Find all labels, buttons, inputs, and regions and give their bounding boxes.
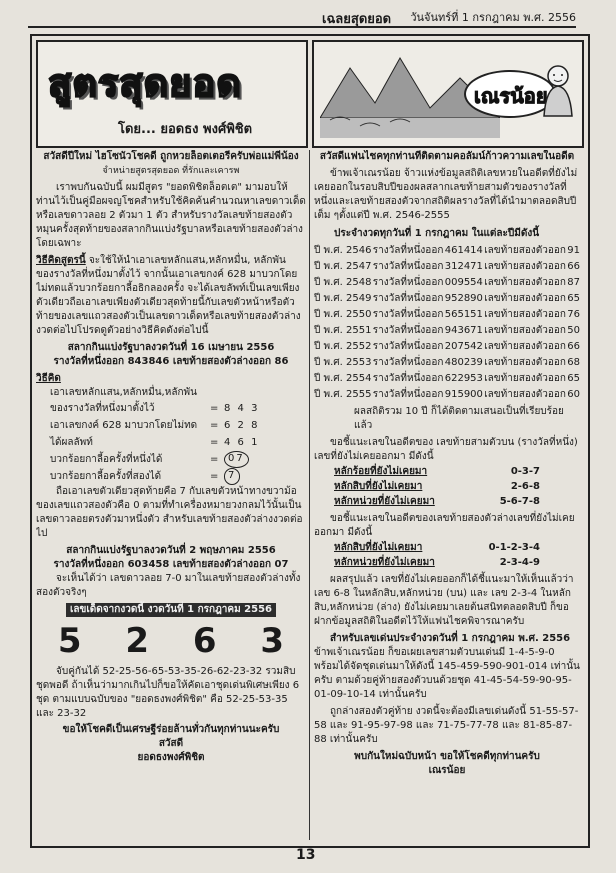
table-cell-last: 66: [567, 261, 580, 272]
lucky-digit: 5: [57, 621, 82, 661]
left-closing: ขอให้โชคดีเป็นเศรษฐีร่อยล้านทั่วกันทุกท่านนะครับ: [62, 724, 280, 735]
table-cell-last-lbl: เลขท้ายสองตัวออก: [484, 325, 566, 336]
right-paragraph-1: ข้าพเจ้าเณรน้อย จ้าวแห่งข้อมูลสถิติเลขหวยในอดีตที่ยังไม่เคยออกในรอบสิบปีของผลสลากเลขท้ายสามตัวของรางวัลที่หนึ่งและเลขท้ายสองตัวจากสถิติผลรางวัลที่ได้นำมาตลอดสิบปีเต็ม ๆตั้งแต่ปี พ.ศ. 2546-2555: [314, 168, 578, 221]
table-cell-year: ปี พ.ศ. 2551: [314, 325, 372, 336]
table-row: [314, 387, 580, 403]
table-cell-first: 943671: [444, 325, 483, 336]
table-cell-last-lbl: เลขท้ายสองตัวออก: [484, 277, 566, 288]
table-cell-first: 622953: [444, 373, 483, 384]
calc-row: [36, 451, 306, 468]
left-paragraph-1: เราพบกันฉบับนี้ ผมมีสูตร "ยอดพิชิตล็อตเต" มามอบให้ท่านไว้เป็นคู่มือผจญโชคสำหรับใช้คิดค้นคำนวณหาเลขดาวเด็ดหรือเลขดาวลอย 2 ตัวมา 1 ตัว สำหรับรางวัลเลขท้ายสองตัวหมุนครั้งสุดท้ายของสลากกินแบ่งรัฐบาลหรือเลขท้ายสองตัวล่างโดยเฉพาะ: [36, 182, 306, 249]
left-closing-greeting: สวัสดี: [158, 738, 184, 749]
equals-sign: =: [210, 403, 219, 414]
left-banner-byline: โดย... ยอดธง พงศ์พิชิต: [118, 122, 253, 137]
table-cell-last-lbl: เลขท้ายสองตัวออก: [484, 341, 566, 352]
right-column-banner: [312, 40, 584, 148]
table-cell-last: 76: [567, 309, 580, 320]
digit-position-label: หลักร้อยที่ยังไม่เคยมา: [334, 466, 428, 477]
digit-position-label: หลักหน่วยที่ยังไม่เคยมา: [334, 496, 435, 507]
table-cell-first: 915900: [444, 389, 483, 400]
table-row: [314, 323, 580, 339]
table-cell-last-lbl: เลขท้ายสองตัวออก: [484, 389, 566, 400]
table-cell-mid: รางวัลที่หนึ่งออก: [372, 325, 444, 336]
equals-sign: =: [210, 420, 219, 431]
right-signature: เณรน้อย: [428, 765, 466, 776]
right-p5-title: สำหรับเลขเด่นประจำงวดวันที่ 1 กรกฎาคม พ.ศ. 2556: [330, 633, 571, 644]
table-cell-first: 207542: [444, 341, 483, 352]
example-2-result: รางวัลที่หนึ่งออก 603458 เลขท้ายสองตัวล่างออก 07: [53, 559, 289, 570]
table-cell-mid: รางวัลที่หนึ่งออก: [372, 261, 444, 272]
calc-value: 8 4 3: [224, 403, 260, 414]
table-row: [314, 307, 580, 323]
method-intro: เอาเลขหลักแสน,หลักหมื่น,หลักพัน: [50, 387, 197, 398]
left-paragraph-5: จับคู่กันได้ 52-25-56-65-53-35-26-62-23-32 รวมสิบชุดพอดี ถ้าเห็นว่ามากเกินไปก็ขอให้คัดเอาชุดเด่นพิเศษเพียง 6 ชุด ตามแบบฉบับของ "ยอดธงพงศ์พิชิต" คือ 52-25-53-35 และ 23-32: [36, 666, 300, 719]
table-cell-mid: รางวัลที่หนึ่งออก: [372, 293, 444, 304]
calc-value: 4 6 1: [224, 437, 260, 448]
calc-label: เอาเลขกงค์ 628 มาบวกโดยไม่ทด: [50, 420, 198, 431]
table-cell-last-lbl: เลขท้ายสองตัวออก: [484, 309, 566, 320]
lucky-digit: 3: [260, 621, 285, 661]
magazine-brand: เฉลยสุดยอด: [322, 12, 392, 27]
left-banner-title: สูตรสุดยอด: [48, 60, 242, 105]
right-column: [314, 150, 580, 840]
table-cell-last: 66: [567, 341, 580, 352]
table-cell-year: ปี พ.ศ. 2549: [314, 293, 372, 304]
table-cell-year: ปี พ.ศ. 2550: [314, 309, 372, 320]
column-divider: [309, 150, 310, 840]
table-cell-last: 60: [567, 389, 580, 400]
calc-label: ได้ผลลัพท์: [50, 437, 93, 448]
left-heading: สวัสดีปีใหม่ ไฮโซนัวโชคดี ถูกหวยล็อตเตอรี่ครับพ่อแม่พี่น้อง: [43, 151, 299, 162]
next-draw-title: เลขเด็ดจากงวดนี้ งวดวันที่ 1 กรกฎาคม 2556: [66, 603, 276, 617]
digit-position-value: 0-3-7: [510, 466, 540, 477]
right-paragraph-2: ขอชี้แนะเลขในอดีตของ เลขท้ายสามตัวบน (รางวัลที่หนึ่ง) เลขที่ยังไม่เคยออกมา มีดังนี้: [314, 437, 578, 462]
table-cell-last-lbl: เลขท้ายสองตัวออก: [484, 261, 566, 272]
table-row: [314, 371, 580, 387]
right-paragraph-5: ข้าพเจ้าเณรน้อย ก็ขอเผยเลขสามตัวบนเด่นมี 1-4-5-9-0 พร้อมได้จัดชุดเด่นมาให้ดังนี้ 145-459-590-901-014 เท่านั้นครับ ตามด้วยคู่ท้ายสองตัวบนด้วยชุด 41-45-54-59-90-95-01-09-10-14 เท่านั้นครับ: [314, 647, 580, 700]
right-closing: พบกันใหม่ฉบับหน้า ขอให้โชคดีทุกท่านครับ: [354, 751, 540, 762]
table-cell-year: ปี พ.ศ. 2552: [314, 341, 372, 352]
left-subheading: จำหน่ายสูตรสุดยอด ที่รักและเคารพ: [102, 166, 240, 176]
table-row: [314, 243, 580, 259]
table-cell-last-lbl: เลขท้ายสองตัวออก: [484, 245, 566, 256]
left-signature: ยอดธงพงศ์พิชิต: [137, 752, 205, 763]
calc-label: ของรางวัลที่หนึ่งมาตั้งไว้: [50, 403, 155, 414]
method-label: วิธีคิด: [36, 373, 61, 384]
table-cell-year: ปี พ.ศ. 2553: [314, 357, 372, 368]
table-cell-mid: รางวัลที่หนึ่งออก: [372, 341, 444, 352]
table-cell-mid: รางวัลที่หนึ่งออก: [372, 309, 444, 320]
digit-position-row: [314, 494, 580, 509]
results-table: [314, 243, 580, 403]
digit-position-label: หลักสิบที่ยังไม่เคยมา: [334, 481, 423, 492]
table-title: ประจำงวดทุกวันที่ 1 กรกฎาคม ในแต่ละปีมีดังนี้: [334, 228, 540, 239]
right-paragraph-4: ผลสรุปแล้ว เลขที่ยังไม่เคยออกก็ได้ชี้แนะมาให้เห็นแล้วว่าเลข 6-8 ในหลักสิบ,หลักหน่วย (บน) และ เลข 2-3-4 ในหลักสิบ,หลักหน่วย (ล่าง) ยังไม่เคยมาเลยต้นสนิทตลอดสิบปี ก็ขอฝากข้อมูลสถิติในอดีตไว้ให้แฟนไชคพิจารณาครับ: [314, 574, 574, 627]
calc-row: [36, 434, 306, 451]
table-cell-first: 009554: [444, 277, 483, 288]
table-cell-first: 565151: [444, 309, 483, 320]
calc-label: บวกร้อยกาลี้อครั้งที่หนึ่งได้: [50, 454, 163, 465]
table-cell-last: 65: [567, 293, 580, 304]
digit-position-row: [314, 464, 580, 479]
table-cell-mid: รางวัลที่หนึ่งออก: [372, 277, 444, 288]
table-cell-mid: รางวัลที่หนึ่งออก: [372, 389, 444, 400]
table-row: [314, 291, 580, 307]
table-row: [314, 339, 580, 355]
table-cell-year: ปี พ.ศ. 2554: [314, 373, 372, 384]
calc-row: [36, 417, 306, 434]
page-number: 13: [296, 847, 316, 863]
digit-position-value: 0-1-2-3-4: [488, 542, 540, 553]
table-cell-year: ปี พ.ศ. 2555: [314, 389, 372, 400]
right-banner-title: เณรน้อย: [474, 84, 548, 108]
left-paragraph-3: ถือเอาเลขตัวเดียวสุดท้ายคือ 7 กับเลขตัวหน้าทางขวาม้อของเลขแถวสองตัวคือ 0 ตามที่ทำเครื่องหมายวงกลมไว้นั้นเป็นเลขดาวลอยตรงตัวมาหนึ่งตัว สำหรับเลขท้ายสองตัวล่างงวดต่อไป: [36, 486, 303, 539]
example-1-title: สลากกินแบ่งรัฐบาลงวดวันที่ 16 เมษายน 2556: [67, 342, 275, 353]
table-row: [314, 275, 580, 291]
table-row: [314, 259, 580, 275]
table-cell-first: 312471: [444, 261, 483, 272]
table-cell-last-lbl: เลขท้ายสองตัวออก: [484, 357, 566, 368]
bottom-two-digit-table: [314, 540, 580, 570]
table-cell-last: 68: [567, 357, 580, 368]
digit-position-row: [314, 479, 580, 494]
equals-sign: =: [210, 437, 219, 448]
calc-value: 7: [224, 468, 240, 485]
digit-position-row: [314, 540, 580, 555]
example-1-result: รางวัลที่หนึ่งออก 843846 เลขท้ายสองตัวล่างออก 86: [53, 356, 289, 367]
table-cell-last: 65: [567, 373, 580, 384]
table-cell-last: 87: [567, 277, 580, 288]
table-cell-first: 480239: [444, 357, 483, 368]
right-paragraph-3: ขอชี้แนะเลขในอดีตของเลขท้ายสองตัวล่างเลขที่ยังไม่เคยออกมา มีดังนี้: [314, 513, 575, 538]
header-rule: [28, 26, 576, 28]
table-cell-mid: รางวัลที่หนึ่งออก: [372, 357, 444, 368]
digit-position-value: 5-6-7-8: [499, 496, 540, 507]
digit-position-value: 2-3-4-9: [499, 557, 540, 568]
calc-label: บวกร้อยกาลี้อครั้งที่สองได้: [50, 471, 162, 482]
equals-sign: =: [210, 454, 219, 465]
stats-total: ผลสถิติรวม 10 ปี ก็ได้ติดตามเสนอเป็นที่เรียบร้อยแล้ว: [354, 406, 564, 431]
digit-position-value: 2-6-8: [510, 481, 540, 492]
left-column: [36, 150, 306, 840]
digit-position-label: หลักสิบที่ยังไม่เคยมา: [334, 542, 423, 553]
table-cell-year: ปี พ.ศ. 2547: [314, 261, 372, 272]
calculation-table: [36, 400, 306, 485]
right-heading: สวัสดีแฟนไชคทุกท่านที่ติดตามคอลัมน์ก้าวความเลขในอดีต: [319, 151, 575, 162]
equals-sign: =: [210, 471, 219, 482]
table-cell-mid: รางวัลที่หนึ่งออก: [372, 373, 444, 384]
digit-position-row: [314, 555, 580, 570]
lucky-digit: 2: [125, 621, 150, 661]
table-cell-year: ปี พ.ศ. 2546: [314, 245, 372, 256]
lucky-digits: [36, 621, 306, 661]
lucky-digit: 6: [192, 621, 217, 661]
table-cell-last-lbl: เลขท้ายสองตัวออก: [484, 293, 566, 304]
left-column-banner: [36, 40, 308, 148]
table-cell-last-lbl: เลขท้ายสองตัวออก: [484, 373, 566, 384]
calc-row: [36, 400, 306, 417]
digit-position-label: หลักหน่วยที่ยังไม่เคยมา: [334, 557, 435, 568]
right-paragraph-6: ถูกล่างสองตัวคู่ท้าย งวดนี้จะต้องมีเลขเด่นดังนี้ 51-55-57-58 และ 91-95-97-98 และ 71-75-77-78 และ 81-85-87-88 เท่านั้นครับ: [314, 706, 579, 745]
left-paragraph-4: จะเห็นได้ว่า เลขดาวลอย 7-0 มาในเลขท้ายสองตัวล่างทั้งสองตัวจริงๆ: [36, 573, 301, 598]
example-2-title: สลากกินแบ่งรัฐบาลงวดวันที่ 2 พฤษภาคม 2556: [66, 545, 276, 556]
table-cell-last: 50: [567, 325, 580, 336]
monk-icon: [540, 64, 576, 118]
table-row: [314, 355, 580, 371]
calc-value: 6 2 8: [224, 420, 260, 431]
calc-value: 07: [224, 451, 249, 468]
table-cell-first: 461414: [444, 245, 483, 256]
left-paragraph-2: จะใช้ให้นำเอาเลขหลักแสน,หลักหมื่น, หลักพัน ของรางวัลที่หนึ่งมาตั้งไว้ จากนั้นเอาเลขกงค์ 628 มาบวกโดยไม่ทดแล้วบวกร้อยกาลี้อธิกลองครั้ง จะได้เลขลัพท์เป็นเลขเพียงตัวเดียวถือเอาเลขเพียงตัวเดียวสุดท้ายนี้กับเลขตัวหน้าหรือตัวท้ายของเลขแถวสองตัวเป็นเลขดาวเด็ดหรือเลขท้ายสองตัวล่างงวดต่อไปโปรดดูตัวอย่างวิธีคิดดังต่อไปนี้: [36, 255, 301, 336]
top-three-digit-table: [314, 464, 580, 509]
table-cell-last: 91: [567, 245, 580, 256]
method-title: วิธีคิดสูตรนี้: [36, 255, 86, 266]
issue-date: วันจันทร์ที่ 1 กรกฎาคม พ.ศ. 2556: [410, 11, 576, 24]
calc-row: [36, 468, 306, 485]
table-cell-year: ปี พ.ศ. 2548: [314, 277, 372, 288]
table-cell-first: 952890: [444, 293, 483, 304]
table-cell-mid: รางวัลที่หนึ่งออก: [372, 245, 444, 256]
